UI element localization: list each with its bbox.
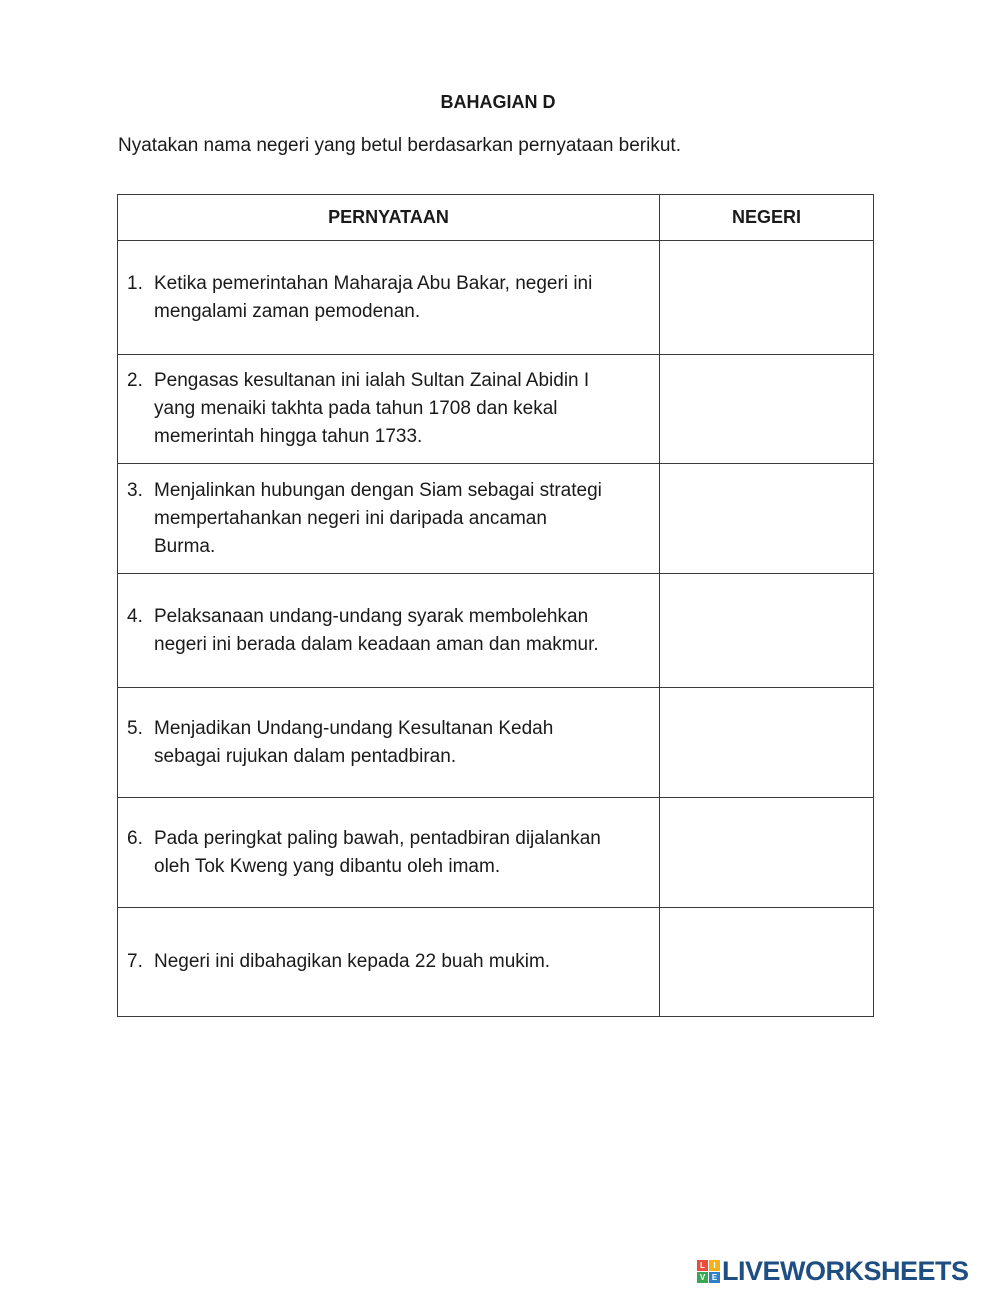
worksheet-title: BAHAGIAN D — [440, 92, 556, 112]
answer-input[interactable] — [660, 575, 873, 687]
statement-text — [154, 825, 651, 881]
answer-cell[interactable] — [660, 574, 874, 688]
answer-input[interactable] — [660, 909, 873, 1016]
statement-line: mengalami zaman pemodenan. — [154, 300, 421, 322]
statement-line: Menjalinkan hubungan dengan Siam sebagai strategi — [154, 479, 602, 501]
table-row — [118, 464, 874, 574]
logo-mark-tile: V — [697, 1272, 708, 1283]
answer-input[interactable] — [660, 242, 873, 354]
worksheet-instruction: Nyatakan nama negeri yang betul berdasarkan pernyataan berikut. — [118, 135, 681, 156]
statement-cell — [118, 464, 660, 574]
statement-cell — [118, 574, 660, 688]
statement-cell — [118, 688, 660, 798]
statement-number: 5. — [127, 717, 143, 739]
answer-cell[interactable] — [660, 241, 874, 355]
answer-cell[interactable] — [660, 688, 874, 798]
liveworksheets-logo — [697, 1255, 969, 1287]
statement-text — [154, 270, 651, 326]
table-row — [118, 574, 874, 688]
statement-line: sebagai rujukan dalam pentadbiran. — [154, 745, 457, 767]
table-row — [118, 798, 874, 908]
statement-text — [154, 603, 651, 659]
answer-input[interactable] — [660, 356, 873, 463]
statement-text — [154, 715, 651, 771]
answer-cell[interactable] — [660, 798, 874, 908]
answer-cell[interactable] — [660, 355, 874, 464]
statement-line: Ketika pemerintahan Maharaja Abu Bakar, negeri ini — [154, 272, 593, 294]
statement-number: 1. — [127, 272, 143, 294]
table-row — [118, 908, 874, 1017]
statement-cell — [118, 908, 660, 1017]
table-row — [118, 355, 874, 464]
statement-line: Burma. — [154, 535, 216, 557]
statement-number: 6. — [127, 827, 143, 849]
statement-line: negeri ini berada dalam keadaan aman dan makmur. — [154, 633, 599, 655]
answer-cell[interactable] — [660, 464, 874, 574]
statement-number: 2. — [127, 370, 143, 391]
statement-text — [154, 367, 651, 451]
logo-mark-tile: L — [697, 1260, 708, 1271]
answer-input[interactable] — [660, 799, 873, 907]
statement-number: 7. — [127, 951, 143, 972]
statement-line: Pada peringkat paling bawah, pentadbiran dijalankan — [154, 827, 601, 849]
question-table — [117, 194, 874, 1017]
statement-line: Pengasas kesultanan ini ialah Sultan Zainal Abidin I — [154, 370, 590, 391]
logo-mark-tile: E — [709, 1272, 720, 1283]
logo-text: LIVEWORKSHEETS — [722, 1255, 969, 1286]
logo-mark-icon — [697, 1260, 720, 1283]
statement-line: yang menaiki takhta pada tahun 1708 dan kekal — [154, 398, 558, 419]
header-state: NEGERI — [660, 195, 874, 241]
table-row — [118, 241, 874, 355]
statement-line: Menjadikan Undang-undang Kesultanan Kedah — [154, 717, 554, 739]
statement-number: 4. — [127, 605, 143, 627]
statement-number: 3. — [127, 479, 143, 501]
statement-line: Negeri ini dibahagikan kepada 22 buah mukim. — [154, 951, 551, 972]
answer-input[interactable] — [660, 689, 873, 797]
statement-line: oleh Tok Kweng yang dibantu oleh imam. — [154, 855, 501, 877]
statement-line: Pelaksanaan undang-undang syarak membolehkan — [154, 605, 589, 627]
statement-text — [154, 948, 651, 976]
header-statement: PERNYATAAN — [118, 195, 660, 241]
answer-cell[interactable] — [660, 908, 874, 1017]
table-header-row — [118, 195, 874, 241]
logo-mark-tile: I — [709, 1260, 720, 1271]
statement-cell — [118, 798, 660, 908]
table-row — [118, 688, 874, 798]
answer-input[interactable] — [660, 465, 873, 573]
statement-line: memerintah hingga tahun 1733. — [154, 426, 423, 447]
statement-text — [154, 477, 651, 561]
statement-line: mempertahankan negeri ini daripada ancaman — [154, 507, 547, 529]
statement-cell — [118, 241, 660, 355]
statement-cell — [118, 355, 660, 464]
